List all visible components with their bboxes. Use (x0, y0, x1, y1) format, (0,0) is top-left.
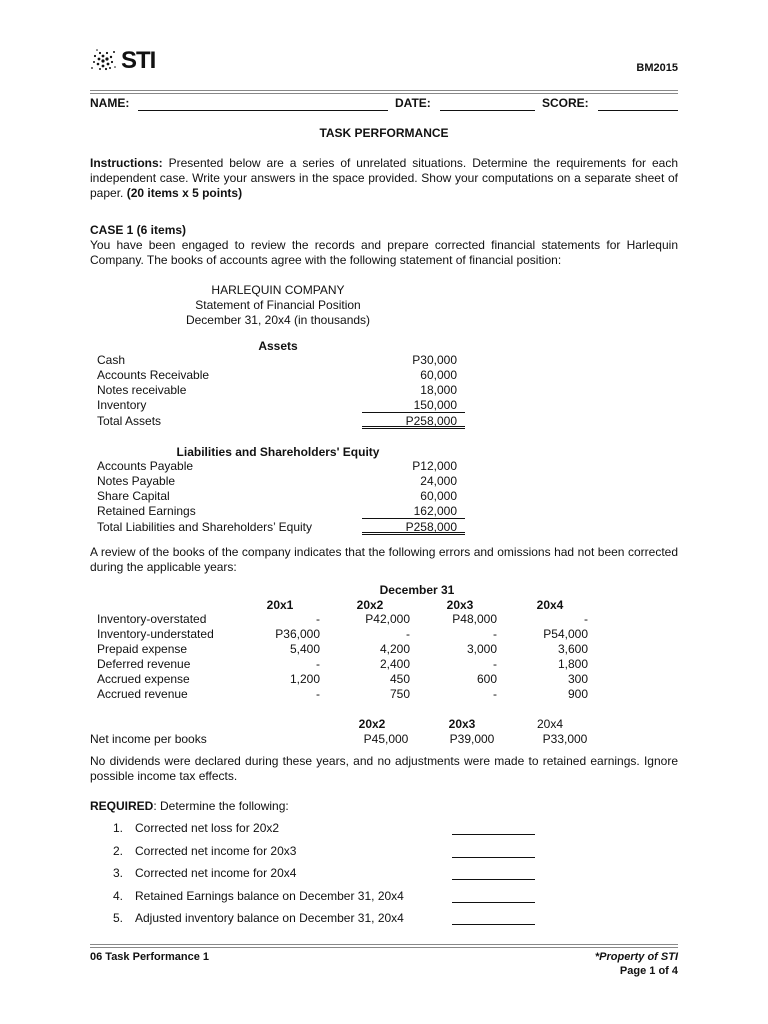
asset-label: Notes receivable (97, 383, 187, 397)
liability-label: Notes Payable (97, 474, 176, 488)
liabilities-heading: Liabilities and Shareholders' Equity (176, 445, 380, 459)
statement-title: Statement of Financial Position (195, 298, 361, 312)
required-text: : Determine the following: (153, 799, 289, 813)
list-item-number: 1. (113, 821, 124, 835)
table-cell: 2,400 (379, 657, 410, 671)
column-header: 20x2 (358, 717, 386, 731)
table-cell: - (493, 627, 497, 641)
asset-label: Inventory (97, 398, 147, 412)
column-header: 20x4 (536, 717, 564, 731)
column-header: 20x3 (448, 717, 476, 731)
table-cell: P48,000 (452, 612, 497, 626)
list-item: Corrected net loss for 20x2 (135, 821, 280, 835)
table-cell: - (493, 687, 497, 701)
table-cell: 600 (476, 672, 497, 686)
footer-rule (90, 944, 678, 948)
liability-value: P258,000 (405, 520, 457, 534)
row-label: Accrued expense (97, 672, 190, 686)
list-item: Adjusted inventory balance on December 31, 20x4 (135, 911, 404, 925)
footer-left: 06 Task Performance 1 (90, 951, 210, 963)
liability-value: 24,000 (420, 474, 457, 488)
list-item: Retained Earnings balance on December 31, 20x4 (135, 889, 404, 903)
table-cell: P54,000 (543, 627, 588, 641)
table-cell: 900 (567, 687, 588, 701)
answer-field[interactable] (452, 857, 535, 858)
column-header: 20x2 (356, 598, 384, 612)
asset-value: P30,000 (412, 353, 457, 367)
list-item: Corrected net income for 20x3 (135, 844, 297, 858)
liability-label: Share Capital (97, 489, 170, 503)
table-cell: 1,800 (557, 657, 588, 671)
sti-logo (90, 48, 155, 74)
row-label: Inventory-overstated (97, 612, 207, 626)
table-cell: 3,000 (466, 642, 497, 656)
name-field[interactable] (138, 110, 388, 111)
answer-field[interactable] (452, 879, 535, 880)
asset-label: Cash (97, 353, 126, 367)
header-rule (90, 90, 678, 94)
dividends-text: No dividends were declared during these years, and no adjustments were made to retained earnings. Ignore possible income tax effects. (90, 754, 678, 783)
row-label: Prepaid expense (97, 642, 188, 656)
instructions-text: Presented below are a series of unrelated situations. Determine the requirements for each independent case. Write your answers in the space provided. Show your computations on a separate sheet of paper. (90, 156, 678, 200)
subtotal-rule (362, 518, 465, 519)
asset-value: 60,000 (420, 368, 457, 382)
column-header: 20x3 (446, 598, 474, 612)
answer-field[interactable] (452, 834, 535, 835)
required-line (90, 799, 289, 813)
liability-value: 60,000 (420, 489, 457, 503)
table-cell: P39,000 (449, 732, 495, 746)
row-label: Net income per books (90, 732, 207, 746)
asset-label: Total Assets (97, 414, 162, 428)
asset-value: 150,000 (413, 398, 457, 412)
asset-label: Accounts Receivable (97, 368, 210, 382)
assets-heading: Assets (258, 339, 298, 353)
asset-value: P258,000 (405, 414, 457, 428)
column-header: 20x1 (266, 598, 294, 612)
review-text: A review of the books of the company indicates that the following errors and omissions had not been corrected during the applicable years: (90, 545, 678, 574)
total-double-rule (362, 532, 465, 535)
case-intro: You have been engaged to review the records and prepare corrected financial statements for Harlequin Company. The books of accounts agree with the following statement of financial position: (90, 238, 678, 267)
table-cell: 5,400 (289, 642, 320, 656)
company-name: HARLEQUIN COMPANY (211, 283, 345, 297)
table-cell: 3,600 (557, 642, 588, 656)
table-cell: P45,000 (363, 732, 409, 746)
table-cell: P36,000 (275, 627, 320, 641)
table-cell: 300 (567, 672, 588, 686)
list-item-number: 5. (113, 911, 124, 925)
footer-property: *Property of STI (594, 951, 678, 963)
subtotal-rule (362, 412, 465, 413)
table-cell: P42,000 (365, 612, 410, 626)
instructions-points: (20 items x 5 points) (126, 186, 243, 200)
logo-text: STI (121, 47, 156, 74)
list-item-number: 2. (113, 844, 124, 858)
date-label: DATE: (395, 96, 431, 110)
table-cell: 4,200 (379, 642, 410, 656)
liability-label: Accounts Payable (97, 459, 194, 473)
row-label: Inventory-understated (97, 627, 214, 641)
course-code: BM2015 (636, 62, 678, 74)
total-double-rule (362, 426, 465, 429)
case-heading: CASE 1 (6 items) (90, 223, 187, 237)
row-label: Accrued revenue (97, 687, 188, 701)
liability-value: 162,000 (413, 504, 457, 518)
required-label: REQUIRED (90, 799, 154, 813)
table-cell: 1,200 (289, 672, 320, 686)
table-group-header: December 31 (379, 583, 455, 597)
score-field[interactable] (598, 110, 678, 111)
liability-value: P12,000 (412, 459, 457, 473)
date-field[interactable] (440, 110, 535, 111)
footer-page: Page 1 of 4 (619, 965, 678, 977)
instructions (90, 156, 678, 201)
liability-label: Retained Earnings (97, 504, 196, 518)
table-cell: - (406, 627, 410, 641)
answer-field[interactable] (452, 902, 535, 903)
table-cell: - (316, 612, 320, 626)
table-cell: - (584, 612, 588, 626)
liability-label: Total Liabilities and Shareholders’ Equity (97, 520, 313, 534)
list-item-number: 4. (113, 889, 124, 903)
list-item: Corrected net income for 20x4 (135, 866, 297, 880)
page-title: TASK PERFORMANCE (319, 126, 449, 140)
score-label: SCORE: (542, 96, 589, 110)
answer-field[interactable] (452, 924, 535, 925)
statement-date: December 31, 20x4 (in thousands) (185, 313, 371, 327)
table-cell: 450 (389, 672, 410, 686)
table-cell: - (316, 687, 320, 701)
name-label: NAME: (90, 96, 130, 110)
table-cell: - (493, 657, 497, 671)
table-cell: 750 (389, 687, 410, 701)
instructions-label: Instructions: (90, 156, 163, 170)
list-item-number: 3. (113, 866, 124, 880)
sti-globe-icon (90, 48, 120, 74)
table-cell: - (316, 657, 320, 671)
row-label: Deferred revenue (97, 657, 191, 671)
table-cell: P33,000 (542, 732, 588, 746)
asset-value: 18,000 (420, 383, 457, 397)
column-header: 20x4 (536, 598, 564, 612)
